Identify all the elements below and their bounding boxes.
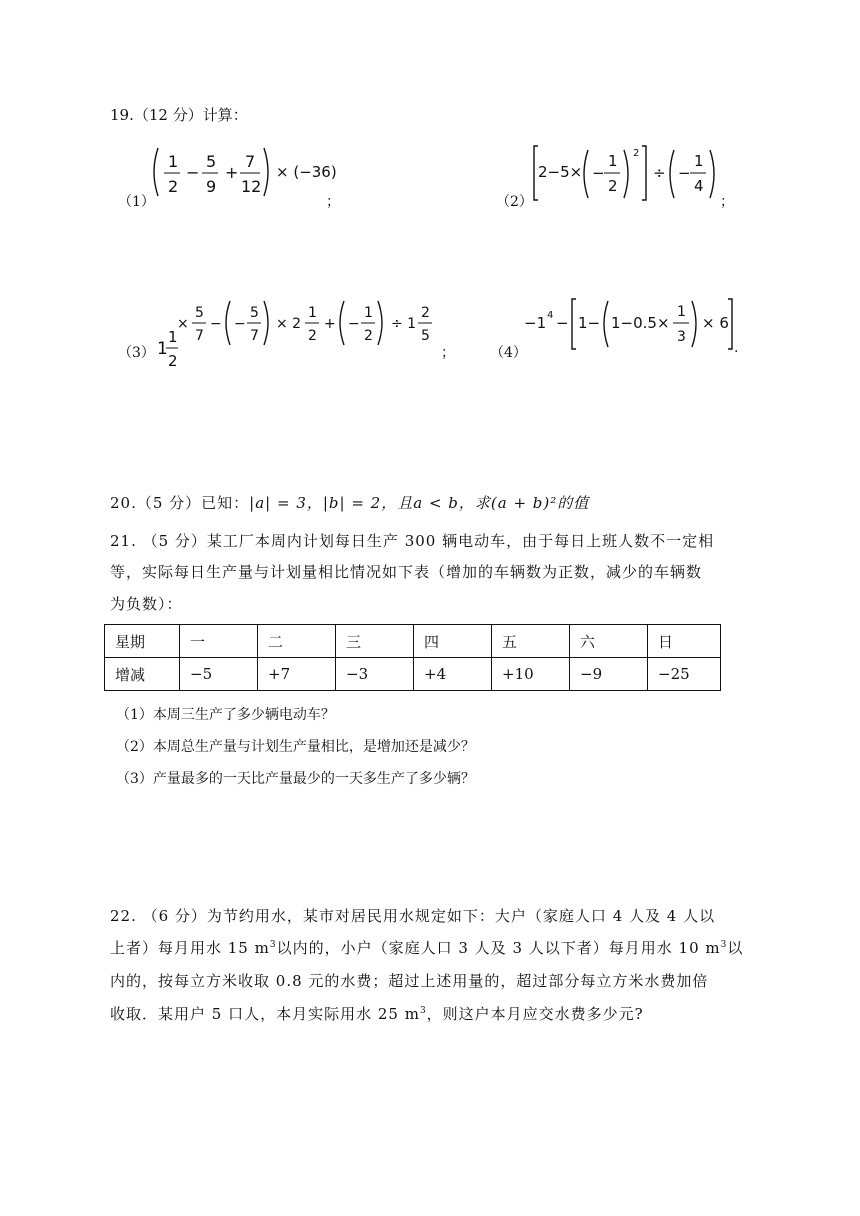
table-cell: +4 <box>414 658 492 691</box>
right-paren <box>692 301 696 347</box>
f2-den: 9 <box>206 177 217 196</box>
b-den: 7 <box>250 328 259 344</box>
times-tail: × (−36) <box>276 163 337 181</box>
a-den: 7 <box>195 328 204 344</box>
q19-part3-label: （3） <box>118 345 155 361</box>
q22-line4 <box>110 1003 644 1024</box>
table-cell: 五 <box>492 625 570 658</box>
table-cell: 增减 <box>105 658 180 691</box>
q22-line2 <box>110 937 743 958</box>
q19-part2-end: ； <box>720 194 734 210</box>
q21-line3: 为负数）： <box>110 595 183 613</box>
right-paren <box>624 150 628 198</box>
q20-condition: |a| = 3，|b| = 2，且a < b，求(a + b)²的值 <box>249 494 590 512</box>
q19-part1-label: （1） <box>118 194 155 210</box>
f2-num: 5 <box>206 152 217 171</box>
table-cell: +7 <box>258 658 336 691</box>
lead: 2−5× <box>538 163 583 181</box>
g-num: 1 <box>694 152 704 170</box>
left-paren <box>670 150 674 198</box>
mixed-den: 2 <box>168 352 178 370</box>
table-cell: 星期 <box>105 625 180 658</box>
table-cell: +10 <box>492 658 570 691</box>
q22-line4a: 收取．某用户 5 口人，本月实际用水 25 m <box>110 1005 420 1023</box>
q22-line1: 22. （6 分）为节约用水，某市对居民用水规定如下：大户（家庭人口 4 人及 4 人以 <box>110 907 716 925</box>
tail: × 6 <box>702 314 729 332</box>
q20-prefix: 20.（5 分）已知： <box>110 494 250 512</box>
q19-title: 19.（12 分）计算： <box>110 106 248 124</box>
div-sign: ÷ <box>653 164 666 182</box>
mixed-whole: 1 <box>157 339 168 359</box>
plus-sign: + <box>225 163 239 182</box>
div-one: ÷ 1 <box>391 316 417 332</box>
right-paren <box>378 301 382 345</box>
inner-two: 1−0.5× <box>611 314 670 332</box>
q19-part4-label: （4） <box>490 345 527 361</box>
minus-sign-2: − <box>678 164 691 182</box>
paren-minus-2: − <box>348 316 360 332</box>
d-den: 2 <box>364 328 373 344</box>
q22-line2c: 以 <box>727 939 744 957</box>
table-cell: −25 <box>648 658 721 691</box>
e-num: 2 <box>421 305 430 321</box>
q19-expr4 <box>522 296 737 352</box>
q22-line3: 内的，按每立方米收取 0.8 元的水费；超过上述用量的，超过部分每立方米水费加倍 <box>110 972 709 990</box>
table-row <box>105 658 721 691</box>
minus-sign: − <box>556 314 569 332</box>
lead: −1 <box>524 314 547 332</box>
table-cell: 三 <box>336 625 414 658</box>
mixed-num: 1 <box>168 328 178 346</box>
f-den: 2 <box>608 177 618 195</box>
table-cell: 四 <box>414 625 492 658</box>
left-paren <box>226 301 230 345</box>
q19-part3-end: ； <box>441 345 455 361</box>
q21-line2: 等，实际每日生产量与计划量相比情况如下表（增加的车辆数为正数，减少的车辆数 <box>110 563 703 581</box>
f3-den: 12 <box>241 177 262 196</box>
left-paren <box>154 148 158 196</box>
table-cell: 六 <box>570 625 648 658</box>
times-sign: × <box>177 316 189 332</box>
minus-sign: − <box>592 164 605 182</box>
table-cell: 日 <box>648 625 721 658</box>
q22-line2b: 以内的，小户（家庭人口 3 人及 3 人以下者）每月用水 10 m <box>276 939 721 957</box>
q19-expr3 <box>155 298 440 374</box>
table-cell: −5 <box>180 658 258 691</box>
table-cell: 二 <box>258 625 336 658</box>
f-den: 3 <box>677 329 686 345</box>
q19-expr1 <box>150 146 340 202</box>
e-den: 5 <box>421 328 430 344</box>
cube-superscript: 3 <box>269 940 277 950</box>
production-table <box>104 624 721 691</box>
f-num: 1 <box>677 304 686 320</box>
q19-part2-label: （2） <box>496 194 533 210</box>
plus-sign: + <box>324 316 336 332</box>
minus-sign: − <box>210 316 222 332</box>
exponent: 4 <box>547 310 554 321</box>
right-paren <box>264 148 268 196</box>
right-bracket <box>642 146 646 200</box>
table-row <box>105 625 721 658</box>
q21-line1: 21. （5 分）某工厂本周内计划每日生产 300 辆电动车，由于每日上班人数不一定相 <box>110 532 715 550</box>
f-num: 1 <box>608 152 618 170</box>
exponent: 2 <box>633 148 640 159</box>
f1-num: 1 <box>168 152 179 171</box>
cube-superscript: 3 <box>720 940 728 950</box>
left-paren <box>604 301 608 347</box>
f1-den: 2 <box>168 177 179 196</box>
a-num: 5 <box>195 305 204 321</box>
cube-superscript: 3 <box>419 1006 427 1016</box>
inner-one: 1− <box>578 314 601 332</box>
g-den: 4 <box>694 177 704 195</box>
d-num: 1 <box>364 305 373 321</box>
right-paren <box>710 150 714 198</box>
q19-expr2 <box>532 144 732 204</box>
f3-num: 7 <box>245 152 256 171</box>
left-paren <box>340 301 344 345</box>
left-bracket <box>572 299 576 349</box>
times-two: × 2 <box>276 316 302 332</box>
q19-part4-end: . <box>734 340 739 356</box>
minus-sign: − <box>186 163 200 182</box>
c-den: 2 <box>308 328 317 344</box>
q22-line2a: 上者）每月用水 15 m <box>110 939 270 957</box>
right-paren <box>264 301 268 345</box>
q21-sub1: （1）本周三生产了多少辆电动车？ <box>116 707 335 723</box>
paren-minus: − <box>234 316 246 332</box>
q20-line <box>110 492 589 513</box>
table-cell: −3 <box>336 658 414 691</box>
q19-part1-end: ； <box>326 194 340 210</box>
table-cell: 一 <box>180 625 258 658</box>
b-num: 5 <box>250 305 259 321</box>
table-cell: −9 <box>570 658 648 691</box>
q21-sub2: （2）本周总生产量与计划生产量相比，是增加还是减少？ <box>116 739 475 755</box>
left-paren <box>584 150 588 198</box>
c-num: 1 <box>308 305 317 321</box>
q21-sub3: （3）产量最多的一天比产量最少的一天多生产了多少辆？ <box>116 771 475 787</box>
q22-line4b: ，则这户本月应交水费多少元? <box>426 1005 644 1023</box>
